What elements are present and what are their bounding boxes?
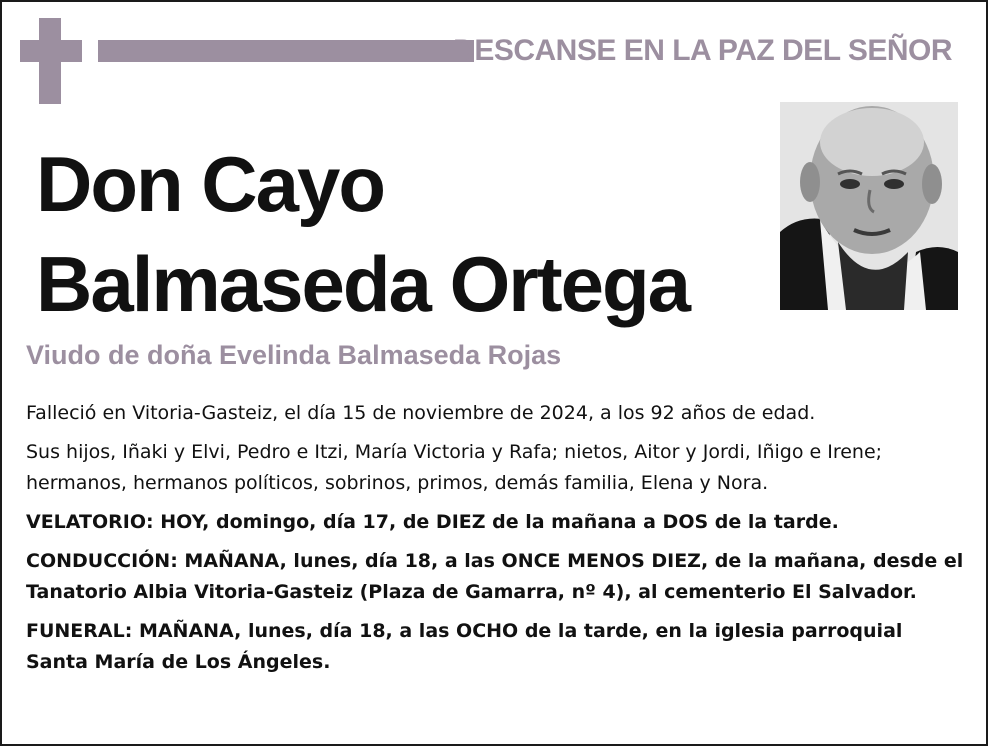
header-divider-bar [98, 40, 474, 62]
funeral-details: FUNERAL: MAÑANA, lunes, día 18, a las OCHO de la tarde, en la iglesia parroquial Santa María de Los Ángeles. [26, 620, 903, 673]
cross-icon-bar [20, 40, 82, 62]
relation-line: Viudo de doña Evelinda Balmaseda Rojas [26, 340, 562, 370]
death-announcement: Falleció en Vitoria-Gasteiz, el día 15 de noviembre de 2024, a los 92 años de edad. [26, 402, 816, 424]
name-line-1: Don Cayo [36, 140, 385, 228]
family-list: Sus hijos, Iñaki y Elvi, Pedro e Itzi, María Victoria y Rafa; nietos, Aitor y Jordi, Iñigo e Irene; hermanos, hermanos políticos, sobrinos, primos, demás familia, Elena y Nora. [26, 441, 883, 494]
portrait-photo [780, 102, 958, 310]
wake-details: VELATORIO: HOY, domingo, día 17, de DIEZ de la mañana a DOS de la tarde. [26, 511, 839, 533]
deceased-name [36, 134, 689, 334]
portrait-illustration [780, 102, 958, 310]
procession-details: CONDUCCIÓN: MAÑANA, lunes, día 18, a las ONCE MENOS DIEZ, de la mañana, desde el Tanatorio Albia Vitoria-Gasteiz (Plaza de Gamarra, nº 4), al cementerio El Salvador. [26, 550, 964, 603]
notice-body [26, 398, 966, 686]
name-line-2: Balmaseda Ortega [36, 240, 689, 328]
header-heading: DESCANSE EN LA PAZ DEL SEÑOR [453, 34, 952, 67]
